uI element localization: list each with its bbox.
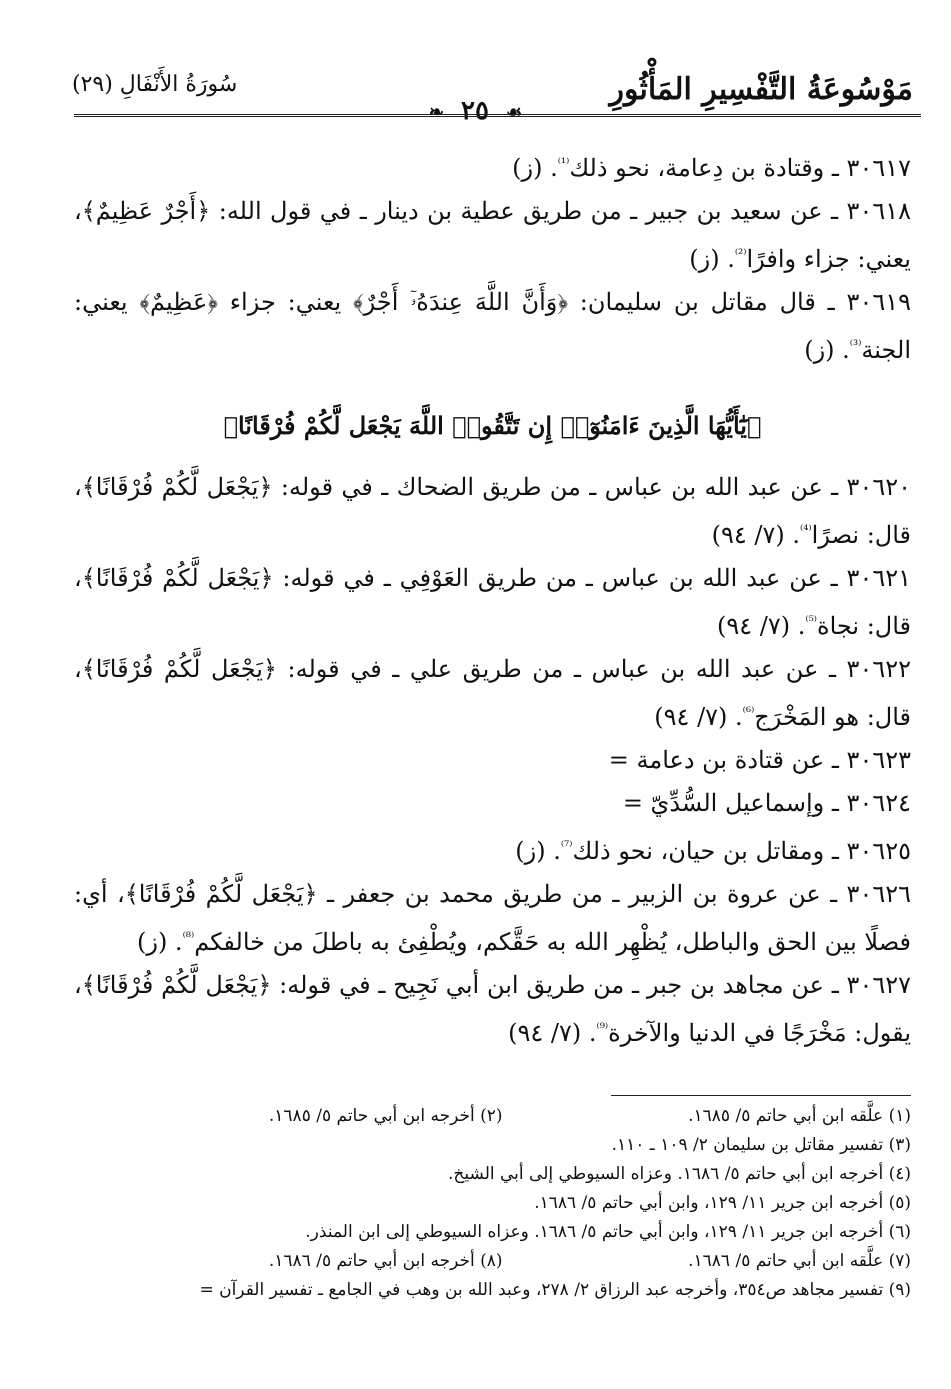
entry-source: . (٧/ ٩٤) [654, 703, 743, 731]
entry-30622 [74, 648, 911, 739]
entry-source: . (ز) [515, 837, 561, 865]
footnote-ref: ⁽⁷⁾ [560, 839, 573, 854]
entry-text: ٣٠٦٢٦ ـ عن عروة بن الزبير ـ من طريق محمد بن جعفر ـ ﴿يَجْعَل لَّكُمْ فُرْقَانًا﴾، أي: فصلًا بين الحق والباطل، يُظْهِر الله به حَقَّكم، ويُطْفِئ به باطلَ من خالفكم [74, 880, 911, 956]
footnote-5: (٥) أخرجه ابن جرير ١١/ ١٢٩، وابن أبي حاتم ٥/ ١٦٨٦. [534, 1193, 911, 1213]
footnote-ref: ⁽⁵⁾ [805, 614, 817, 629]
page-number: ٢٥ [461, 96, 489, 126]
entry-30620 [74, 466, 911, 557]
page-number-block [0, 96, 951, 126]
entry-text: ٣٠٦٢٣ ـ عن قتادة بن دعامة = [608, 746, 911, 774]
footnote-ref: ⁽⁸⁾ [182, 930, 195, 945]
entry-source: . (ز) [689, 245, 735, 273]
entry-text: ٣٠٦٢٠ ـ عن عبد الله بن عباس ـ من طريق الضحاك ـ في قوله: ﴿يَجْعَل لَّكُمْ فُرْقَانًا﴾، قال: نصرًا [74, 473, 911, 549]
header-rule [74, 114, 921, 117]
footnote-ref: ⁽⁶⁾ [742, 705, 755, 720]
footnote-ref: ⁽⁴⁾ [800, 523, 812, 538]
footnote-ref: ⁽¹⁾ [557, 156, 570, 171]
footnote-row [60, 1102, 911, 1131]
ornament-icon: ❧ [428, 101, 444, 123]
entry-source: . (ز) [512, 154, 558, 182]
entry-30619 [74, 281, 911, 372]
entry-30626 [74, 873, 911, 964]
footnote-6: (٦) أخرجه ابن جرير ١١/ ١٢٩، وابن أبي حاتم ٥/ ١٦٨٦. وعزاه السيوطي إلى ابن المنذر. [305, 1222, 911, 1242]
footnote-row [60, 1247, 911, 1276]
footnotes [60, 1102, 911, 1305]
footnote-8: (٨) أخرجه ابن أبي حاتم ٥/ ١٦٨٦. [268, 1251, 503, 1271]
footnote-7: (٧) علَّقه ابن أبي حاتم ٥/ ١٦٨٦. [688, 1251, 911, 1271]
main-text [74, 142, 911, 1055]
entry-30621 [74, 557, 911, 648]
footnote-ref: ⁽⁹⁾ [596, 1021, 609, 1036]
entry-text: ٣٠٦٢٢ ـ عن عبد الله بن عباس ـ من طريق علي ـ في قوله: ﴿يَجْعَل لَّكُمْ فُرْقَانًا﴾، قال: هو المَخْرَج [74, 655, 911, 731]
verse-heading: ﴿يَٰٓأَيُّهَا الَّذِينَ ءَامَنُوٓا۟ إِن تَتَّقُوا۟ اللَّهَ يَجْعَل لَّكُمْ فُرْقَانًا﴾ [223, 411, 762, 440]
entry-30625 [74, 825, 911, 873]
entry-source: . (٧/ ٩٤) [508, 1019, 597, 1047]
entry-text: ٣٠٦٢١ ـ عن عبد الله بن عباس ـ من طريق العَوْفِي ـ في قوله: ﴿يَجْعَل لَّكُمْ فُرْقَانًا﴾، قال: نجاة [74, 564, 911, 640]
ornament-icon: ☙ [506, 101, 523, 123]
entry-text: ٣٠٦١٧ ـ وقتادة بن دِعامة، نحو ذلك [569, 154, 911, 182]
footnote-rule [611, 1095, 911, 1096]
entry-source: . (٧/ ٩٤) [711, 521, 801, 549]
footnote-ref: ⁽³⁾ [849, 338, 862, 353]
entry-source: . (ز) [136, 928, 183, 956]
entry-30624 [74, 782, 911, 825]
footnote-9: (٩) تفسير مجاهد ص٣٥٤، وأخرجه عبد الرزاق ٢/ ٢٧٨، وعبد الله بن وهب في الجامع ـ تفسير القرآن = [199, 1280, 911, 1300]
entry-text: ٣٠٦٢٧ ـ عن مجاهد بن جبر ـ من طريق ابن أبي نَجِيح ـ في قوله: ﴿يَجْعَل لَّكُمْ فُرْقَانًا﴾، يقول: مَخْرَجًا في الدنيا والآخرة [74, 971, 911, 1047]
footnote-4: (٤) أخرجه ابن أبي حاتم ٥/ ١٦٨٦. وعزاه السيوطي إلى أبي الشيخ. [448, 1164, 911, 1184]
footnote-ref: ⁽²⁾ [734, 247, 747, 262]
header-surah-title: سُورَةُ الأَنْفَالِ (٢٩) [72, 72, 238, 97]
header-book-title: مَوْسُوعَةُ التَّفْسِيرِ المَأْثُورِ [609, 72, 913, 107]
footnote-2: (٢) أخرجه ابن أبي حاتم ٥/ ١٦٨٥. [268, 1106, 503, 1126]
entry-text: ٣٠٦٢٤ ـ وإسماعيل السُّدِّيّ = [622, 789, 911, 817]
entry-30623 [74, 739, 911, 782]
entry-30627 [74, 964, 911, 1055]
entry-source: . (ز) [804, 336, 850, 364]
entry-text: ٣٠٦٢٥ ـ ومقاتل بن حيان، نحو ذلك [572, 837, 911, 865]
footnote-3: (٣) تفسير مقاتل بن سليمان ٢/ ١٠٩ ـ ١١٠. [611, 1135, 911, 1155]
entry-text: ٣٠٦١٨ ـ عن سعيد بن جبير ـ من طريق عطية بن دينار ـ في قول الله: ﴿أَجْرٌ عَظِيمٌ﴾، يعني: جزاء وافرًا [74, 197, 911, 273]
entry-30617 [74, 142, 911, 190]
footnote-1: (١) علَّقه ابن أبي حاتم ٥/ ١٦٨٥. [688, 1106, 911, 1126]
entry-30618 [74, 190, 911, 281]
entry-source: . (٧/ ٩٤) [716, 612, 806, 640]
entry-text: ٣٠٦١٩ ـ قال مقاتل بن سليمان: ﴿وَأَنَّ اللَّهَ عِندَهُۥٓ أَجْرٌ﴾ يعني: جزاء ﴿عَظِيمٌ﴾ يعني: الجنة [74, 288, 911, 364]
